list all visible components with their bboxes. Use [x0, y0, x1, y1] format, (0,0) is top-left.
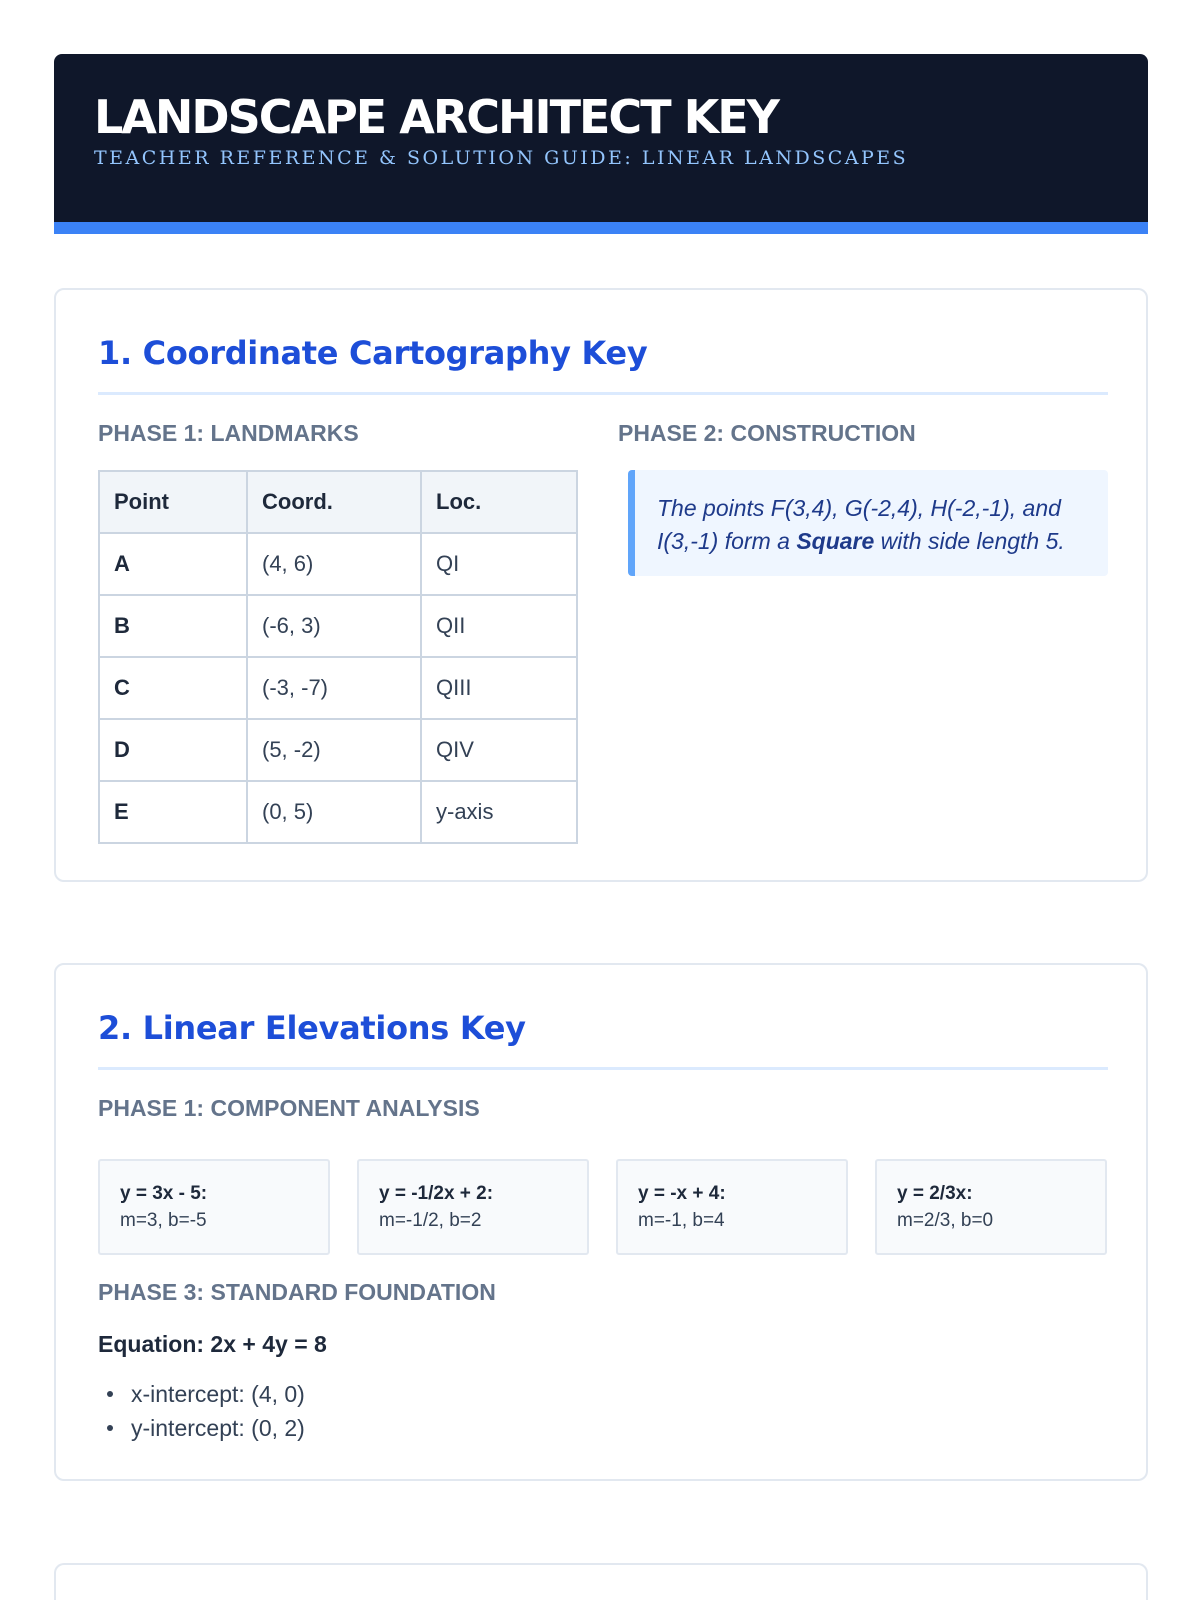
page-subtitle: TEACHER REFERENCE & SOLUTION GUIDE: LINEAR LANDSCAPES: [94, 146, 909, 169]
coord-cell: (5, -2): [247, 719, 421, 781]
callout-text-before: The points F(3,4), G(-2,4), H(-2,-1), and I(3,-1) form a: [657, 495, 1061, 555]
phase-label-standard-foundation: PHASE 3: STANDARD FOUNDATION: [98, 1279, 496, 1305]
location-cell: QII: [421, 595, 577, 657]
coord-cell: (-6, 3): [247, 595, 421, 657]
point-cell: A: [99, 533, 247, 595]
construction-callout: [628, 470, 1108, 576]
list-item: y-intercept: (0, 2): [98, 1411, 305, 1445]
page-header: [54, 54, 1148, 234]
point-cell: C: [99, 657, 247, 719]
equation-card: [357, 1159, 589, 1255]
location-cell: QIII: [421, 657, 577, 719]
phase-label-landmarks: PHASE 1: LANDMARKS: [98, 420, 359, 446]
section-divider: [98, 392, 1108, 395]
equation-text: y = -x + 4:: [638, 1183, 726, 1204]
section-title: 1. Coordinate Cartography Key: [98, 334, 648, 372]
equation-params: m=-1, b=4: [638, 1209, 725, 1231]
foundation-equation: Equation: 2x + 4y = 8: [98, 1331, 327, 1357]
point-cell: E: [99, 781, 247, 843]
equation-card: [98, 1159, 330, 1255]
point-cell: D: [99, 719, 247, 781]
location-cell: y-axis: [421, 781, 577, 843]
equation-card: [875, 1159, 1107, 1255]
section-next: [54, 1563, 1148, 1600]
landmarks-table: [98, 470, 578, 844]
equation-text: y = -1/2x + 2:: [379, 1183, 494, 1204]
table-row: [99, 657, 577, 719]
equation-params: m=2/3, b=0: [897, 1209, 994, 1231]
list-item: x-intercept: (4, 0): [98, 1377, 305, 1411]
equation-text: y = 2/3x:: [897, 1183, 973, 1204]
equation-params: m=-1/2, b=2: [379, 1209, 482, 1231]
section-divider: [98, 1067, 1108, 1070]
phase-label-construction: PHASE 2: CONSTRUCTION: [618, 420, 916, 446]
coord-cell: (-3, -7): [247, 657, 421, 719]
coord-cell: (0, 5): [247, 781, 421, 843]
page-title: LANDSCAPE ARCHITECT KEY: [94, 90, 778, 144]
column-header-loc: Loc.: [421, 471, 577, 533]
location-cell: QIV: [421, 719, 577, 781]
table-row: [99, 533, 577, 595]
table-row: [99, 719, 577, 781]
equation-text: y = 3x - 5:: [120, 1183, 208, 1204]
section-title: 2. Linear Elevations Key: [98, 1009, 526, 1047]
table-row: [99, 781, 577, 843]
equation-card: [616, 1159, 848, 1255]
column-header-coord: Coord.: [247, 471, 421, 533]
coord-cell: (4, 6): [247, 533, 421, 595]
phase-label-component-analysis: PHASE 1: COMPONENT ANALYSIS: [98, 1095, 480, 1121]
column-header-point: Point: [99, 471, 247, 533]
table-row: [99, 595, 577, 657]
intercepts-list: [98, 1377, 305, 1445]
callout-shape: Square: [796, 528, 875, 555]
equation-params: m=3, b=-5: [120, 1209, 207, 1231]
section-linear-elevations: [54, 963, 1148, 1481]
table-header-row: [99, 471, 577, 533]
point-cell: B: [99, 595, 247, 657]
section-coordinate-cartography: [54, 288, 1148, 882]
callout-text-after: with side length 5.: [874, 528, 1065, 555]
location-cell: QI: [421, 533, 577, 595]
